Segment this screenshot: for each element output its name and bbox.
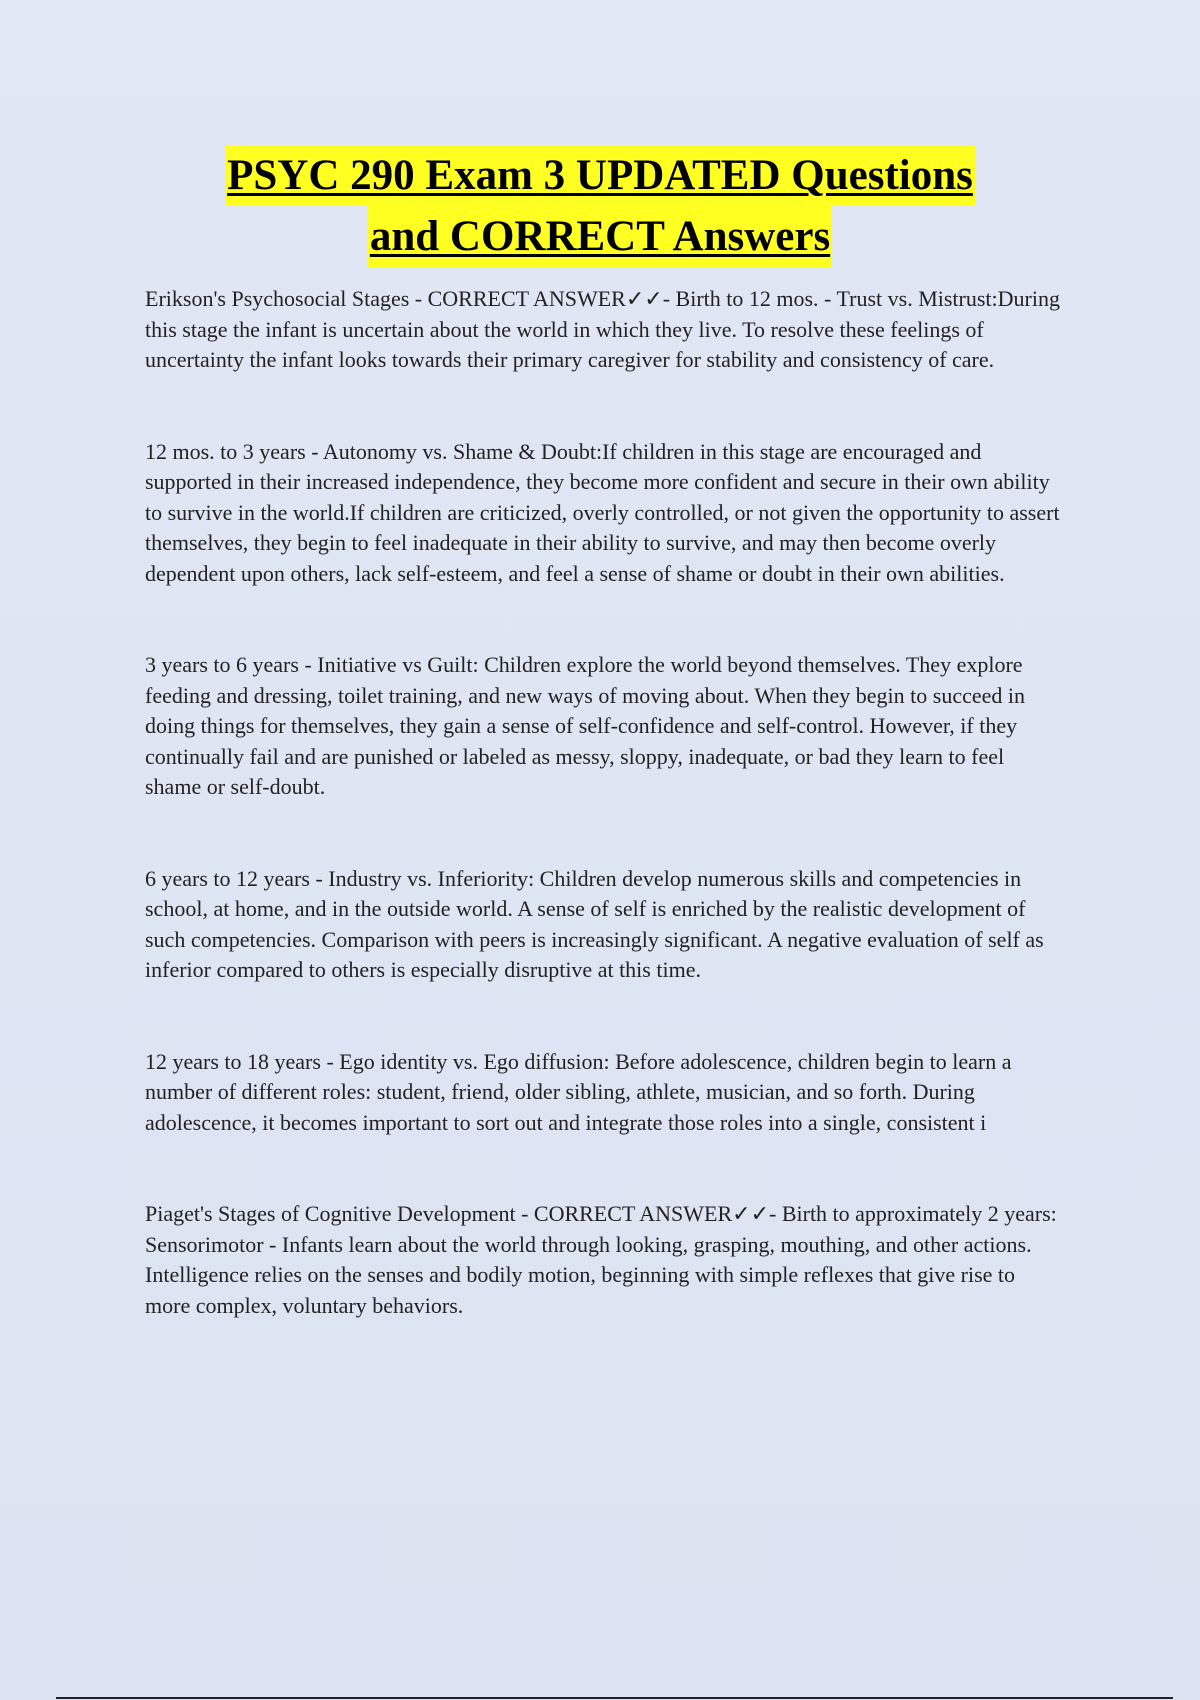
title-line-1: PSYC 290 Exam 3 UPDATED Questions xyxy=(225,145,975,206)
paragraph-industry: 6 years to 12 years - Industry vs. Inferiority: Children develop numerous skills and competencies in school, at home, and in the outside world. A sense of self is enriched by the realistic development of such competencies. Comparison with peers is increasingly significant. A negative evaluation of self as inferior compared to others is especially disruptive at this time. xyxy=(145,865,1044,982)
title-line-2: and CORRECT Answers xyxy=(368,206,832,267)
footer-divider xyxy=(56,1697,1173,1699)
document-body xyxy=(145,284,1065,1382)
document-title xyxy=(145,145,1055,267)
paragraph-identity: 12 years to 18 years - Ego identity vs. Ego diffusion: Before adolescence, children begin to learn a number of different roles: student, friend, older sibling, athlete, musician, and so forth. During adolescence, it becomes important to sort out and integrate those roles into a single, consistent i xyxy=(145,1048,1012,1135)
paragraph-initiative: 3 years to 6 years - Initiative vs Guilt: Children explore the world beyond themselves. They explore feeding and dressing, toilet training, and new ways of moving about. When they begin to succeed in doing things for themselves, they gain a sense of self-confidence and self-control. However, if they continually fail and are punished or labeled as messy, sloppy, inadequate, or bad they learn to feel shame or self-doubt. xyxy=(145,652,1025,799)
paragraph-erikson-intro: Erikson's Psychosocial Stages - CORRECT ANSWER✓✓- Birth to 12 mos. - Trust vs. Mistrust:During this stage the infant is uncertain about the world in which they live. To resolve these feelings of uncertainty the infant looks towards their primary caregiver for stability and consistency of care. xyxy=(145,286,1060,372)
paragraph-autonomy: 12 mos. to 3 years - Autonomy vs. Shame & Doubt:If children in this stage are encouraged and supported in their increased independence, they become more confident and secure in their own ability to survive in the world.If children are criticized, overly controlled, or not given the opportunity to assert themselves, they begin to feel inadequate in their ability to survive, and may then become overly dependent upon others, lack self-esteem, and feel a sense of shame or doubt in their own abilities. xyxy=(145,438,1060,586)
paragraph-piaget-intro: Piaget's Stages of Cognitive Development - CORRECT ANSWER✓✓- Birth to approximately 2 years: Sensorimotor - Infants learn about the world through looking, grasping, mouthing, and other actions. Intelligence relies on the senses and bodily motion, beginning with simple reflexes that give rise to more complex, voluntary behaviors. xyxy=(145,1201,1057,1318)
